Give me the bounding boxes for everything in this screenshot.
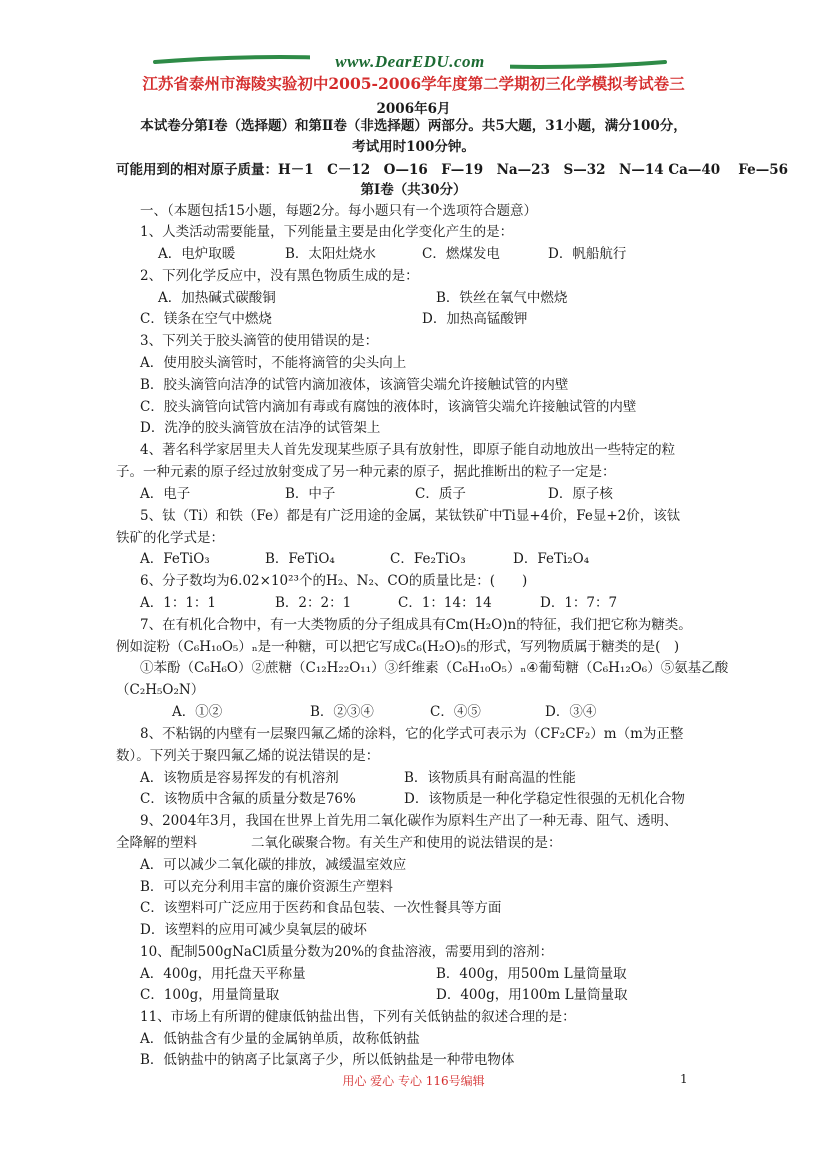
question-5-option-c: C．Fe₂TiO₃: [390, 551, 466, 567]
question-6-option-d: D．1：7：7: [540, 595, 618, 611]
question-4-option-a: A．电子: [140, 486, 191, 502]
question-6-option-c: C．1：14：14: [398, 595, 492, 611]
question-10-option-b: B．400g，用500m L量筒量取: [436, 966, 627, 982]
question-10-option-c: C．100g，用量筒量取: [140, 987, 280, 1003]
exam-intro: [100, 116, 727, 158]
question-10-option-a: A．400g，用托盘天平称量: [140, 966, 306, 982]
question-7-stem-line-3: ①苯酚（C₆H₆O）②蔗糖（C₁₂H₂₂O₁₁）③纤维素（C₆H₁₀O₅）ₙ④葡萄糖（C₆H₁₂O₆）⑤氨基乙酸: [140, 660, 729, 676]
question-1-option-a: A．电炉取暖: [158, 246, 236, 262]
question-5-stem-line-2: 铁矿的化学式是：: [116, 530, 224, 546]
question-3-stem: 3、下列关于胶头滴管的使用错误的是：: [140, 333, 379, 349]
intro-line-2: 考试用时100分钟。: [352, 139, 475, 155]
question-6-stem: 6、分子数均为6.02×10²³个的H₂、N₂、CO的质量比是：( ): [140, 573, 528, 589]
question-7-stem-line-1: 7、在有机化合物中，有一大类物质的分子组成具有Cm(H₂O)n的特征，我们把它称为糖类。: [140, 617, 692, 633]
question-2-stem: 2、下列化学反应中，没有黑色物质生成的是：: [140, 268, 419, 284]
question-8-option-d: D．该物质是一种化学稳定性很强的无机化合物: [404, 791, 685, 807]
question-9-stem-line-2: 全降解的塑料 二氧化碳聚合物。有关生产和使用的说法错误的是：: [116, 835, 562, 851]
question-9-option-b: B．可以充分利用丰富的廉价资源生产塑料: [140, 879, 393, 895]
question-2-option-d: D．加热高锰酸钾: [422, 311, 528, 327]
question-8-stem-line-1: 8、不粘锅的内壁有一层聚四氟乙烯的涂料，它的化学式可表示为（CF₂CF₂）m（m为正整: [140, 726, 684, 742]
question-10-stem: 10、配制500gNaCl质量分数为20%的食盐溶液，需要用到的溶剂：: [140, 944, 554, 960]
page-number: 1: [680, 1072, 688, 1086]
question-11-option-a: A．低钠盐含有少量的金属钠单质，故称低钠盐: [140, 1031, 420, 1047]
question-11-stem: 11、市场上有所谓的健康低钠盐出售，下列有关低钠盐的叙述合理的是：: [140, 1009, 576, 1025]
question-4-option-b: B．中子: [285, 486, 336, 502]
question-1-option-d: D．帆船航行: [548, 246, 627, 262]
question-5-option-d: D．FeTi₂O₄: [513, 551, 590, 567]
question-1-stem: 1、人类活动需要能量，下列能量主要是由化学变化产生的是：: [140, 224, 514, 240]
exam-title: 江苏省泰州市海陵实验初中2005-2006学年度第二学期初三化学模拟考试卷三: [142, 74, 685, 93]
question-3-option-c: C．胶头滴管向试管内滴加有毒或有腐蚀的液体时，该滴管尖端允许接触试管的内壁: [140, 399, 637, 415]
question-3-option-a: A．使用胶头滴管时，不能将滴管的尖头向上: [140, 355, 407, 371]
footer-text: 用心 爱心 专心 116号编辑: [342, 1074, 485, 1088]
question-7-option-b: B．②③④: [310, 704, 374, 720]
question-8-option-c: C．该物质中含氟的质量分数是76%: [140, 791, 356, 807]
question-9-option-a: A．可以减少二氧化碳的排放，减缓温室效应: [140, 857, 407, 873]
question-7-stem-line-4: （C₂H₅O₂N）: [116, 682, 205, 698]
question-8-stem-line-2: 数）。下列关于聚四氟乙烯的说法错误的是：: [116, 748, 380, 764]
question-4-stem-line-2: 子。一种元素的原子经过放射变成了另一种元素的原子，据此推断出的粒子一定是：: [116, 464, 616, 480]
question-2-option-b: B．铁丝在氧气中燃烧: [436, 290, 568, 306]
question-4-option-d: D．原子核: [548, 486, 613, 502]
question-8-option-a: A．该物质是容易挥发的有机溶剂: [140, 770, 339, 786]
question-9-stem-line-1: 9、2004年3月，我国在世界上首先用二氧化碳作为原料生产出了一种无毒、阻气、透明、: [140, 813, 678, 829]
site-banner: [150, 50, 670, 74]
question-2-option-a: A．加热碱式碳酸铜: [158, 290, 276, 306]
question-6-option-b: B．2：2：1: [275, 595, 352, 611]
question-1-option-b: B．太阳灶烧水: [285, 246, 376, 262]
question-6-option-a: A．1：1：1: [140, 595, 217, 611]
question-4-option-c: C．质子: [415, 486, 466, 502]
question-5-stem-line-1: 5、钛（Ti）和铁（Fe）都是有广泛用途的金属，某钛铁矿中Ti显+4价，Fe显+2价，该钛: [140, 508, 681, 524]
question-10-option-d: D．400g，用100m L量筒量取: [436, 987, 628, 1003]
site-url: www.DearEDU.com: [335, 52, 485, 71]
exam-date: 2006年6月: [376, 101, 451, 117]
question-7-option-c: C．④⑤: [430, 704, 481, 720]
question-8-option-b: B．该物质具有耐高温的性能: [404, 770, 576, 786]
question-3-option-d: D．洗净的胶头滴管放在洁净的试管架上: [140, 420, 381, 436]
question-7-option-d: D．③④: [545, 704, 597, 720]
question-4-stem-line-1: 4、著名科学家居里夫人首先发现某些原子具有放射性，即原子能自动地放出一些特定的粒: [140, 442, 676, 458]
question-1-option-c: C．燃煤发电: [422, 246, 500, 262]
question-9-option-c: C．该塑料可广泛应用于医药和食品包装、一次性餐具等方面: [140, 900, 502, 916]
question-2-option-c: C．镁条在空气中燃烧: [140, 311, 272, 327]
atomic-masses: 可能用到的相对原子质量：H－1 C－12 O—16 F—19 Na—23 S—32 N—14 Ca—40 Fe—56: [116, 162, 789, 178]
section-title: 第Ⅰ卷（共30分）: [360, 182, 467, 198]
question-5-option-b: B．FeTiO₄: [265, 551, 335, 567]
question-7-option-a: A．①②: [172, 704, 223, 720]
section-instructions: 一、（本题包括15小题，每题2分。每小题只有一个选项符合题意）: [140, 203, 538, 219]
question-9-option-d: D．该塑料的应用可减少臭氧层的破坏: [140, 922, 367, 938]
intro-line-1: 本试卷分第Ⅰ卷（选择题）和第Ⅱ卷（非选择题）两部分。共5大题，31小题，满分100分，: [140, 118, 687, 134]
question-5-option-a: A．FeTiO₃: [140, 551, 210, 567]
question-3-option-b: B．胶头滴管向洁净的试管内滴加液体，该滴管尖端允许接触试管的内壁: [140, 377, 569, 393]
question-7-stem-line-2: 例如淀粉（C₆H₁₀O₅）ₙ是一种糖，可以把它写成C₆(H₂O)₅的形式，写列物质属于糖类的是( ): [116, 639, 680, 655]
question-11-option-b: B．低钠盐中的钠离子比氯离子少，所以低钠盐是一种带电物体: [140, 1052, 515, 1068]
